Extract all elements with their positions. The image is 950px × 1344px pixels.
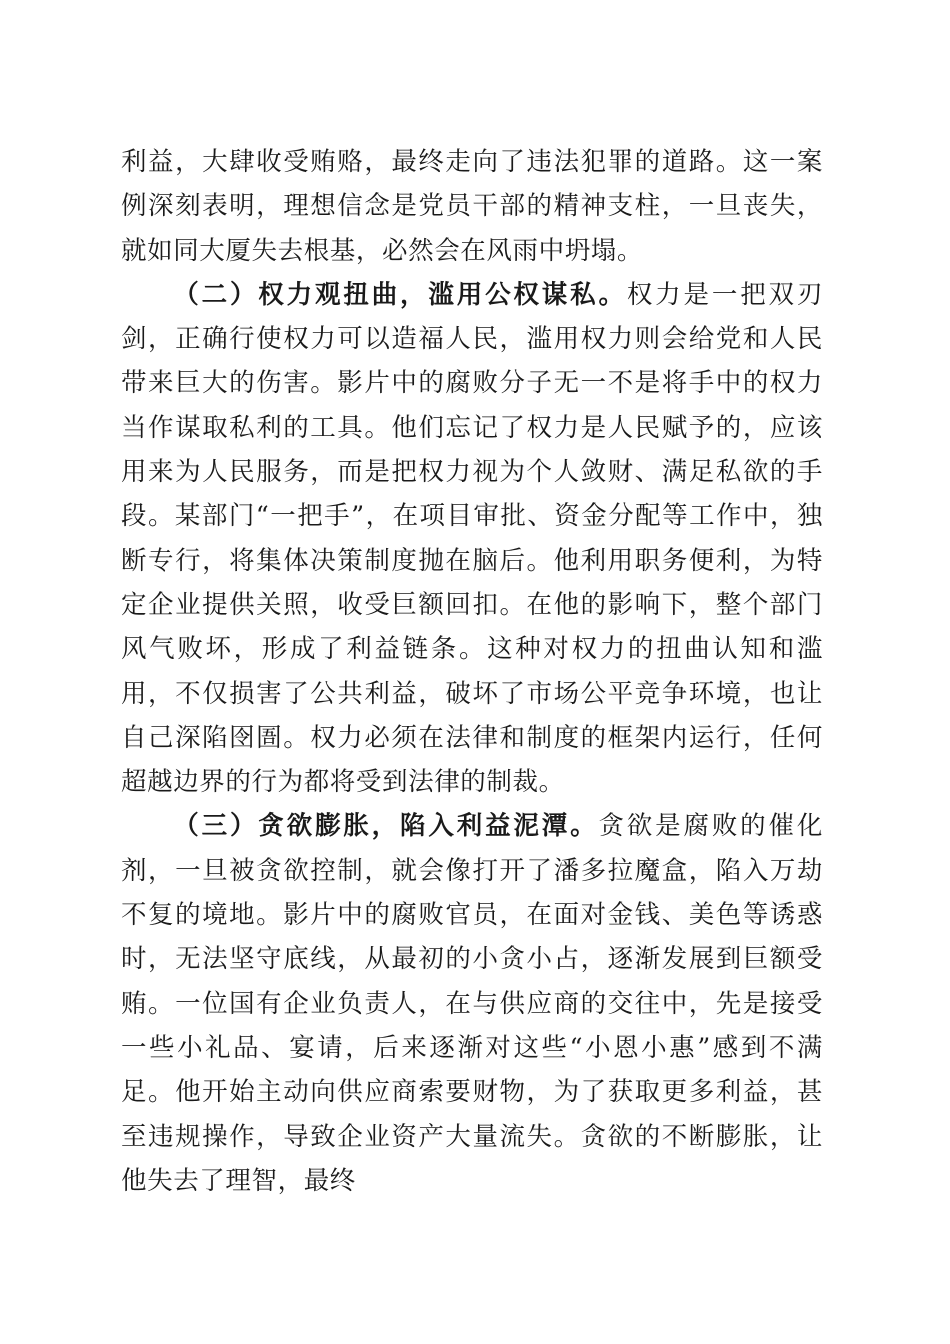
paragraph-2 xyxy=(121,273,823,805)
paragraph-3-text: 贪欲是腐败的催化剂，一旦被贪欲控制，就会像打开了潘多拉魔盒，陷入万劫不复的境地。影片中的腐败官员，在面对金钱、美色等诱惑时，无法坚守底线，从最初的小贪小占，逐渐发展到巨额受贿。一位国有企业负责人，在与供应商的交往中，先是接受一些小礼品、宴请，后来逐渐对这些“小恩小惠”感到不满足。他开始主动向供应商索要财物，为了获取更多利益，甚至违规操作，导致企业资产大量流失。贪欲的不断膨胀，让他失去了理智，最终 xyxy=(121,811,823,1196)
paragraph-3 xyxy=(121,804,823,1203)
body-text xyxy=(121,140,823,1203)
paragraph-1 xyxy=(121,140,823,273)
section-3-heading: （三）贪欲膨胀，陷入利益泥潭。 xyxy=(173,811,599,842)
paragraph-2-text: 权力是一把双刃剑，正确行使权力可以造福人民，滥用权力则会给党和人民带来巨大的伤害。影片中的腐败分子无一不是将手中的权力当作谋取私利的工具。他们忘记了权力是人民赋予的，应该用来为人民服务，而是把权力视为个人敛财、满足私欲的手段。某部门“一把手”，在项目审批、资金分配等工作中，独断专行，将集体决策制度抛在脑后。他利用职务便利，为特定企业提供关照，收受巨额回扣。在他的影响下，整个部门风气败坏，形成了利益链条。这种对权力的扭曲认知和滥用，不仅损害了公共利益，破坏了市场公平竞争环境，也让自己深陷囹圄。权力必须在法律和制度的框架内运行，任何超越边界的行为都将受到法律的制裁。 xyxy=(121,279,823,798)
paragraph-1-text: 利益，大肆收受贿赂，最终走向了违法犯罪的道路。这一案例深刻表明，理想信念是党员干部的精神支柱，一旦丧失，就如同大厦失去根基，必然会在风雨中坍塌。 xyxy=(121,147,823,266)
section-2-heading: （二）权力观扭曲，滥用公权谋私。 xyxy=(173,279,627,310)
